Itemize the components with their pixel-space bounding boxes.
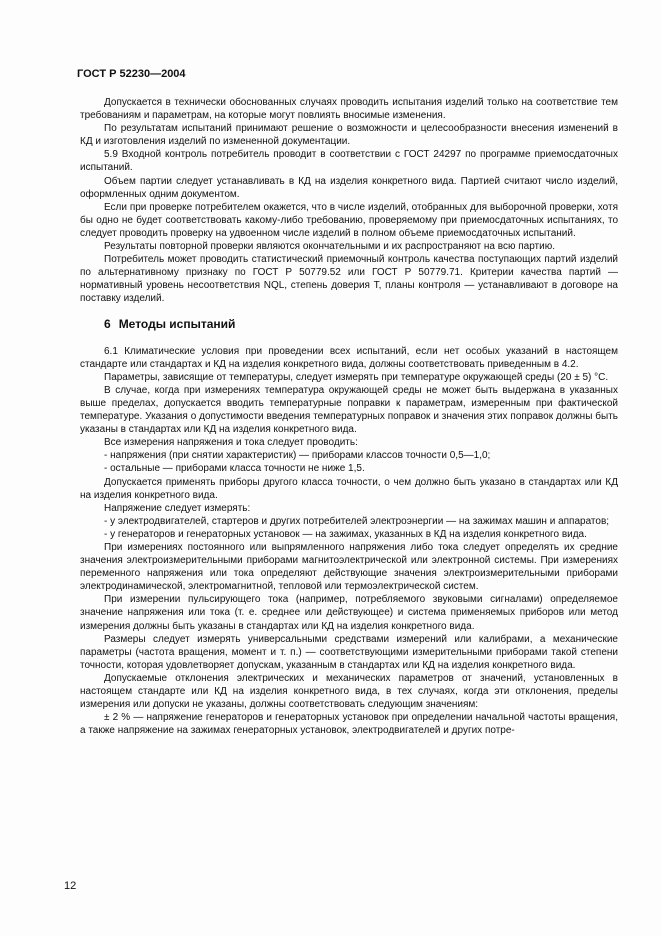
paragraph: Размеры следует измерять универсальными средствами измерений или калибрами, а механические параметры (частота вращения, момент и т. п.) — соответствующими измерительными приборами такой степени точности, которая удовлетворяет допускам, указанным в стандартах или КД на изделия конкретного вида. <box>80 633 618 671</box>
paragraph: 6.1 Климатические условия при проведении всех испытаний, если нет особых указаний в настоящем стандарте или стандартах и КД на изделия конкретного вида, должны соответствовать приведенным в 4.2. <box>80 345 618 370</box>
document-body <box>80 96 618 737</box>
paragraph: По результатам испытаний принимают решение о возможности и целесообразности внесения изменений в КД и изготовления изделий по измененной документации. <box>80 123 618 148</box>
paragraph: Результаты повторной проверки являются окончательными и их распространяют на всю партию. <box>104 241 555 253</box>
paragraph: При измерении пульсирующего тока (например, потребляемого звуковыми сигналами) определяемое значение напряжения или тока (т. е. среднее или действующее) и система применяемых приборов или метод измерения должны быть указаны в стандартах или КД на изделия конкретного вида. <box>80 594 618 632</box>
paragraph: Напряжение следует измерять: <box>104 502 251 514</box>
paragraph: Если при проверке потребителем окажется, что в числе изделий, отобранных для выборочной проверки, хотя бы одно не будет соответствовать какому-либо требованию, проверяемому при приемосдаточных испытаниях, то следует проводить проверку на удвоенном числе изделий в полном объеме приемосдаточных испытаний. <box>80 201 618 239</box>
paragraph: Допускается применять приборы другого класса точности, о чем должно быть указано в стандартах или КД на изделия конкретного вида. <box>80 476 618 501</box>
list-item: - напряжения (при снятии характеристик) — приборами классов точности 0,5—1,0; <box>104 450 491 462</box>
section-title: Методы испытаний <box>118 316 236 331</box>
paragraph: Допускаемые отклонения электрических и механических параметров от значений, установленных в настоящем стандарте или КД на изделия конкретного вида, в тех случаях, когда эти отклонения, пределы измерения или допуски не указаны, должны соответствовать следующим значениям: <box>80 672 618 711</box>
paragraph: 5.9 Входной контроль потребитель проводит в соответствии с ГОСТ 24297 по программе приемосдаточных испытаний. <box>80 149 618 174</box>
list-item: - у генераторов и генераторных установок — на зажимах, указанных в КД на изделия конкретного вида. <box>104 528 587 540</box>
page-number: 12 <box>64 880 77 892</box>
list-item: - у электродвигателей, стартеров и других потребителей электроэнергии — на зажимах машин и аппаратов; <box>104 515 610 527</box>
paragraph: Параметры, зависящие от температуры, следует измерять при температуре окружающей среды (20 ± 5) °С. <box>104 371 609 383</box>
list-item: - остальные — приборами класса точности не ниже 1,5. <box>104 463 365 475</box>
paragraph: Потребитель может проводить статистический приемочный контроль качества поступающих партий изделий по альтернативному признаку по ГОСТ Р 50779.52 или ГОСТ Р 50779.71. Критерии качества партий — нормативный уровень несоответствия NQL, степень доверия Т, планы контроля — устанавливают в договоре на поставку изделий. <box>80 254 618 305</box>
document-header: ГОСТ Р 52230—2004 <box>77 68 186 80</box>
paragraph: Допускается в технически обоснованных случаях проводить испытания изделий только на соответствие тем требованиям и параметрам, на которые могут повлиять вносимые изменения. <box>80 97 618 122</box>
paragraph: В случае, когда при измерениях температура окружающей среды не может быть выдержана в указанных выше пределах, допускается вводить температурные поправки к параметрам, измеренным при фактической температуре. Указания о допустимости введения температурных поправок и значения этих поправок должны быть указаны в стандартах или КД на изделия конкретного вида. <box>80 384 618 436</box>
section-heading <box>80 318 618 331</box>
section-number: 6 <box>104 316 111 331</box>
paragraph: При измерениях постоянного или выпрямленного напряжения либо тока следует определять их средние значения электроизмерительными приборами магнитоэлектрической или электронной системы. При измерениях переменного напряжения или тока определяют действующие значения электроизмерительными приборами электродинамической, электромагнитной, тепловой или термоэлектрической систем. <box>80 542 618 593</box>
paragraph: ± 2 % — напряжение генераторов и генераторных установок при определении начальной частоты вращения, а также напряжение на зажимах генераторных установок, электродвигателей и других потре- <box>80 712 618 737</box>
paragraph: Все измерения напряжения и тока следует проводить: <box>104 437 358 449</box>
paragraph: Объем партии следует устанавливать в КД на изделия конкретного вида. Партией считают число изделий, оформленных одним документом. <box>80 175 618 200</box>
